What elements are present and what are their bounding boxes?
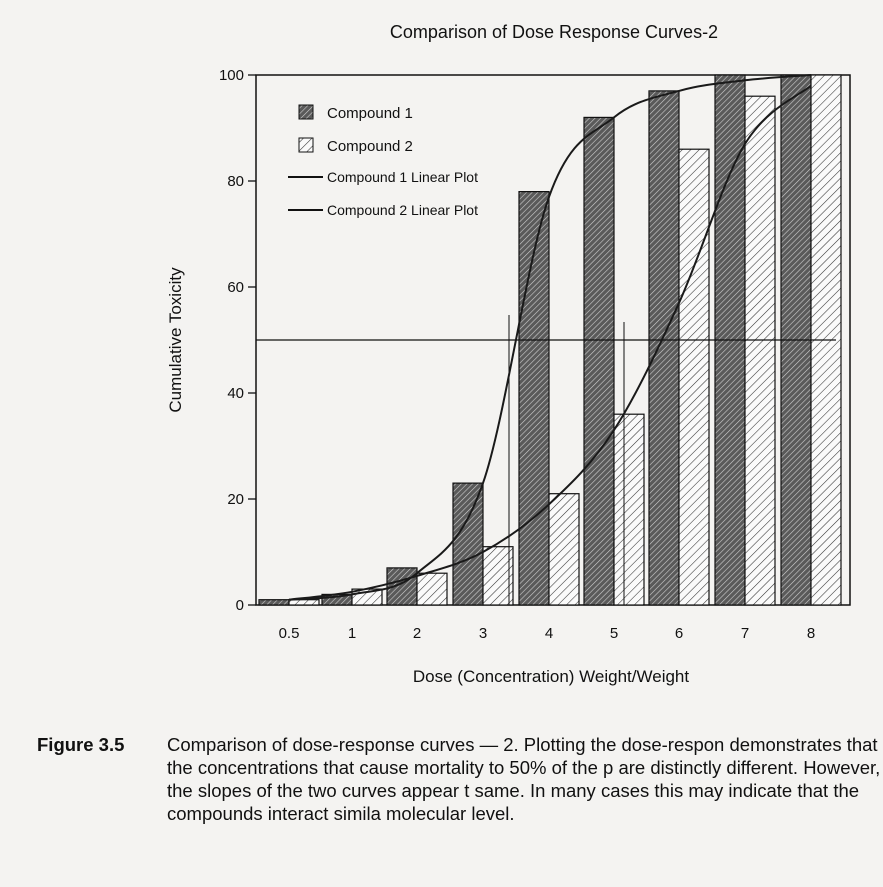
bar-compound-1-5 — [584, 117, 614, 605]
bar-compound-2-6 — [679, 149, 709, 605]
y-axis — [219, 67, 256, 614]
bar-compound-2-7 — [745, 96, 775, 605]
y-axis-label: Cumulative Toxicity — [166, 267, 185, 413]
bar-compound-2-4 — [549, 494, 579, 605]
x-tick-label-2: 2 — [412, 625, 422, 642]
x-tick-label-1: 1 — [347, 625, 357, 642]
legend-label-compound-1: Compound 1 — [327, 105, 413, 122]
bar-compound-2-5 — [614, 414, 644, 605]
x-tick-label-3: 3 — [478, 625, 488, 642]
y-tick-label-20: 20 — [227, 491, 244, 508]
y-tick-label-40: 40 — [227, 385, 244, 402]
legend-swatch-compound-2 — [299, 138, 313, 152]
x-tick-label-4: 4 — [544, 625, 554, 642]
x-tick-label-5: 5 — [609, 625, 619, 642]
x-axis-label: Dose (Concentration) Weight/Weight — [412, 667, 690, 686]
y-tick-label-100: 100 — [218, 67, 244, 84]
x-tick-label-0.5: 0.5 — [278, 625, 300, 642]
y-tick-label-0: 0 — [235, 597, 244, 614]
bar-compound-2-0.5 — [289, 600, 319, 605]
chart-title: Comparison of Dose Response Curves-2 — [389, 22, 719, 42]
x-tick-label-7: 7 — [740, 625, 750, 642]
bar-compound-1-0.5 — [259, 600, 289, 605]
legend-label-compound-1-line: Compound 1 Linear Plot — [327, 169, 478, 185]
legend-label-compound-2: Compound 2 — [327, 138, 413, 155]
bar-compound-1-3 — [453, 483, 483, 605]
figure-caption-text: Comparison of dose-response curves — 2. Plotting the dose-respon demonstrates that the concentrations that cause mortality to 50% of the p are distinctly different. However, the slopes of the two curves appear t same. In many cases this may indicate that the compounds interact simila molecular level. — [167, 734, 881, 824]
figure-caption — [37, 733, 883, 825]
legend — [288, 105, 478, 218]
bar-compound-2-2 — [417, 573, 447, 605]
figure-label: Figure 3.5 — [37, 734, 125, 755]
x-tick-label-8: 8 — [806, 625, 816, 642]
legend-label-compound-2-line: Compound 2 Linear Plot — [327, 202, 478, 218]
y-tick-label-80: 80 — [227, 173, 244, 190]
x-tick-label-6: 6 — [674, 625, 684, 642]
x-axis — [279, 625, 816, 642]
bar-compound-1-6 — [649, 91, 679, 605]
y-tick-label-60: 60 — [227, 279, 244, 296]
legend-swatch-compound-1 — [299, 105, 313, 119]
